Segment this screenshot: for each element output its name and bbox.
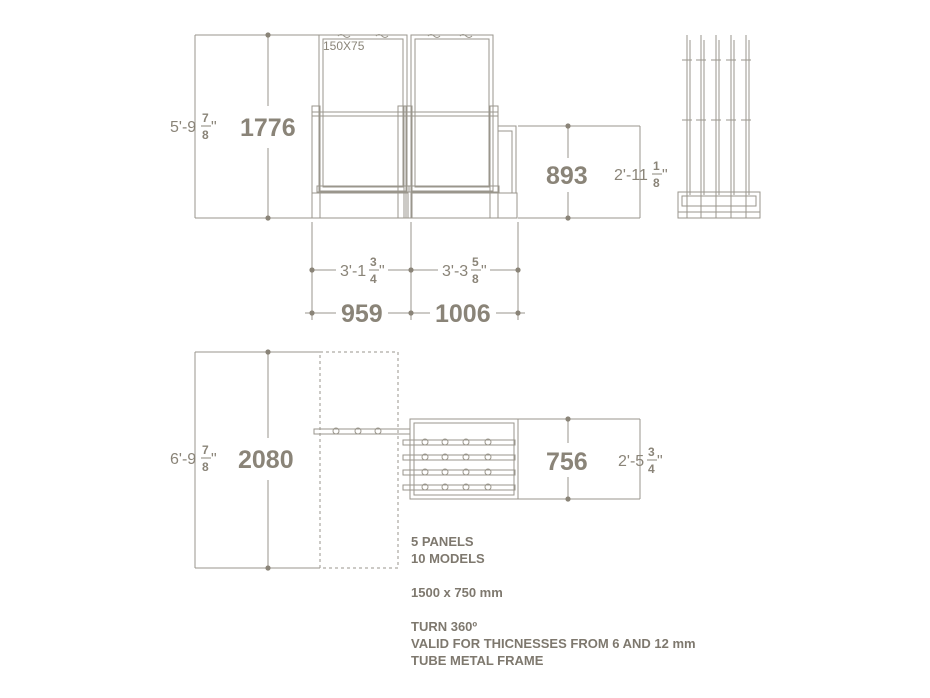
svg-text:3'-1: 3'-1 xyxy=(340,263,367,280)
note-frame: TUBE METAL FRAME xyxy=(411,653,544,668)
svg-text:": " xyxy=(379,263,385,280)
front-rack-left xyxy=(312,35,409,219)
plan-length-imperial xyxy=(170,443,217,474)
svg-text:4: 4 xyxy=(648,462,655,476)
svg-text:4: 4 xyxy=(370,272,377,286)
product-notes xyxy=(411,533,696,669)
note-turn: TURN 360º xyxy=(411,619,478,634)
svg-text:7: 7 xyxy=(202,443,209,457)
svg-text:5: 5 xyxy=(472,255,479,269)
note-panels: 5 PANELS xyxy=(411,534,474,549)
svg-text:8: 8 xyxy=(202,460,209,474)
front-rack-right xyxy=(404,35,517,219)
front-width-right-imperial xyxy=(442,255,487,286)
svg-text:5'-9: 5'-9 xyxy=(170,119,197,136)
svg-text:8: 8 xyxy=(472,272,479,286)
note-thickness: VALID FOR THICNESSES FROM 6 AND 12 mm xyxy=(411,636,696,651)
front-height-mm: 1776 xyxy=(240,114,296,142)
front-base-mm: 893 xyxy=(546,162,588,190)
plan-panels xyxy=(314,419,518,499)
note-models: 10 MODELS xyxy=(411,551,485,566)
svg-text:3: 3 xyxy=(370,255,377,269)
svg-text:": " xyxy=(481,263,487,280)
svg-text:": " xyxy=(211,451,217,468)
svg-text:1: 1 xyxy=(653,159,660,173)
front-width-dimensions xyxy=(305,222,525,320)
svg-text:6'-9: 6'-9 xyxy=(170,451,197,468)
side-view-panels xyxy=(678,35,760,218)
front-width-right-mm: 1006 xyxy=(435,300,491,328)
svg-text:2'-5: 2'-5 xyxy=(618,453,645,470)
plan-swing-area xyxy=(320,352,398,568)
note-size: 1500 x 750 mm xyxy=(411,585,503,600)
front-height-imperial xyxy=(170,111,217,142)
svg-text:3: 3 xyxy=(648,445,655,459)
profile-label: 150X75 xyxy=(323,39,365,53)
svg-text:": " xyxy=(657,453,663,470)
svg-text:": " xyxy=(211,119,217,136)
svg-text:2'-11: 2'-11 xyxy=(614,167,648,184)
svg-text:8: 8 xyxy=(653,176,660,190)
svg-text:": " xyxy=(662,167,668,184)
front-base-imperial xyxy=(614,159,668,190)
plan-depth-mm: 756 xyxy=(546,448,588,476)
front-width-left-mm: 959 xyxy=(341,300,383,328)
front-width-left-imperial xyxy=(340,255,385,286)
svg-text:7: 7 xyxy=(202,111,209,125)
plan-length-mm: 2080 xyxy=(238,446,294,474)
svg-text:8: 8 xyxy=(202,128,209,142)
svg-text:3'-3: 3'-3 xyxy=(442,263,469,280)
